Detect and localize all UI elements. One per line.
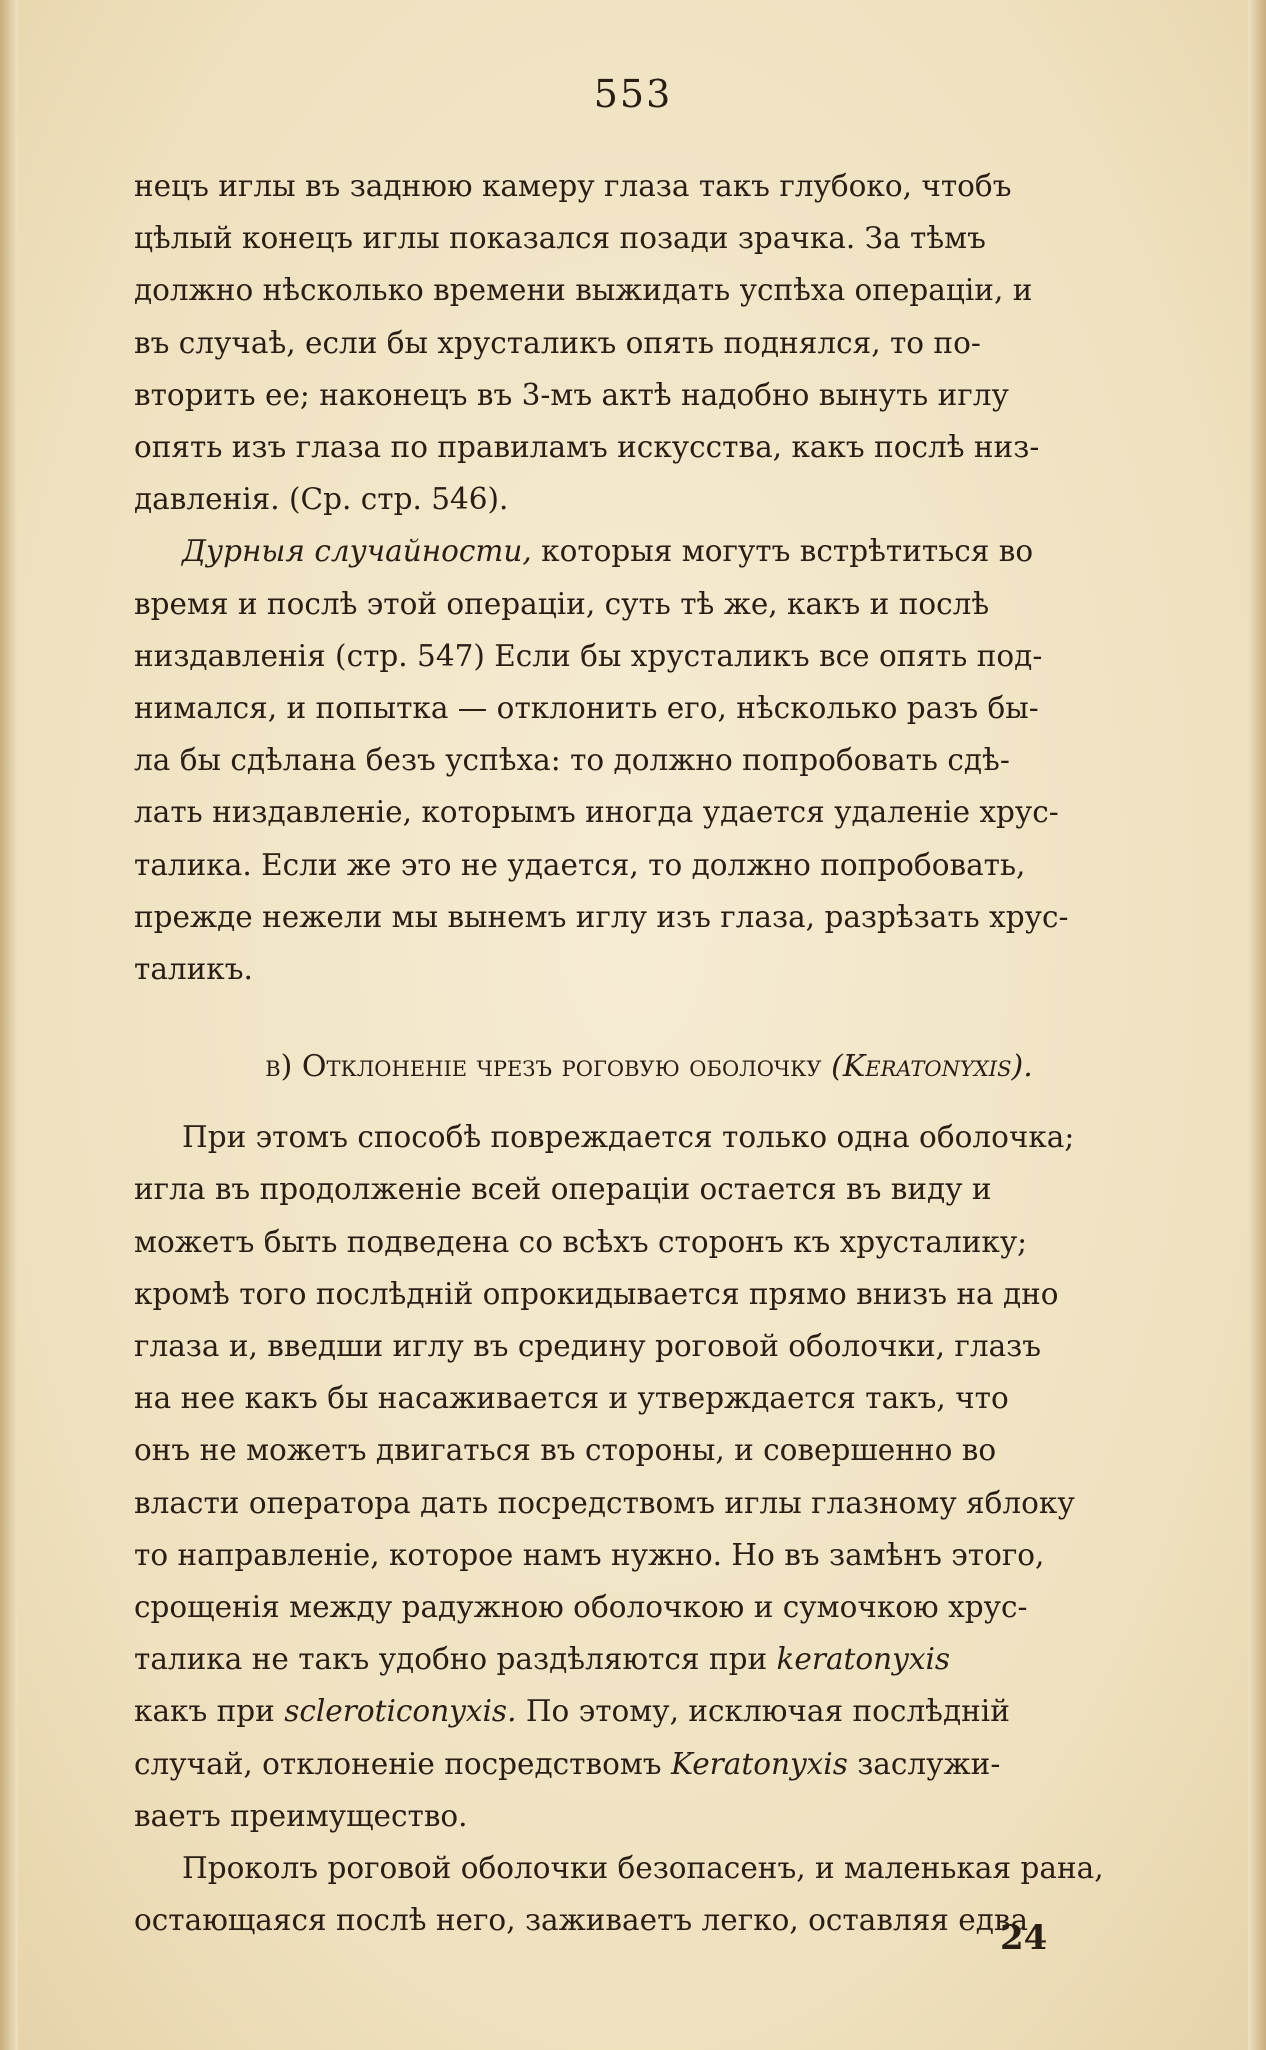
text-line: ла бы сдѣлана безъ успѣха: то должно попробовать сдѣ- [134,743,1010,778]
text-line: время и послѣ этой операціи, суть тѣ же, какъ и послѣ [134,586,990,621]
text-line: По этому, исключая послѣдній [516,1694,1010,1729]
text-line: заслужи- [847,1746,1001,1781]
section-heading-text: b) Отклоненіе чрезъ роговую оболочку [265,1049,822,1085]
text-line: талика не такъ удобно раздѣляются при [134,1642,777,1677]
paragraph-3 [134,1111,1164,1842]
text-line: кромѣ того послѣдній опрокидывается прямо внизъ на дно [134,1276,1059,1311]
text-line: въ случаѣ, если бы хрусталикъ опять поднялся, то по- [134,325,981,360]
text-line: талика. Если же это не удается, то должно попробовать, [134,847,1026,882]
text-line: онъ не можетъ двигаться въ стороны, и совершенно во [134,1433,997,1468]
text-line: таликъ. [134,952,253,987]
text-line: власти оператора дать посредствомъ иглы глазному яблоку [134,1485,1075,1520]
text-line: давленія. (Ср. стр. 546). [134,482,509,517]
text-line: можетъ быть подведена со всѣхъ сторонъ къ хрусталику; [134,1224,1028,1259]
text-line: то направленіе, которое намъ нужно. Но въ замѣнъ этого, [134,1537,1045,1572]
text-line: случай, отклоненіе посредствомъ [134,1746,671,1781]
text-line: Проколъ роговой оболочки безопасенъ, и маленькая рана, [182,1851,1104,1886]
page-edge-right [1248,0,1266,2050]
paragraph-2 [134,525,1164,995]
text-line: глаза и, введши иглу въ средину роговой оболочки, глазъ [134,1329,1042,1364]
text-line: цѣлый конецъ иглы показался позади зрачка. За тѣмъ [134,221,986,256]
text-line: должно нѣсколько времени выжидать успѣха операціи, и [134,273,1033,308]
italic-term: scleroticonyxis. [284,1694,517,1729]
text-line: нецъ иглы въ заднюю камеру глаза такъ глубоко, чтобъ [134,169,1012,203]
text-line: При этомъ способѣ повреждается только одна оболочка; [182,1120,1075,1155]
text-line: какъ при [134,1694,285,1729]
text-line: лать низдавленіе, которымъ иногда удается удаленіе хрус- [134,795,1059,830]
body-text [134,160,1164,1947]
section-heading [134,1041,1164,1093]
text-line: срощенія между радужною оболочкою и сумочкою хрус- [134,1590,1028,1625]
page-edge-left [0,0,18,2050]
text-line: нимался, и попытка — отклонить его, нѣсколько разъ бы- [134,691,1039,726]
section-heading-latin: (Keratonyxis). [831,1049,1033,1085]
paragraph-1 [134,160,1164,525]
text-line: которыя могутъ встрѣтиться во [531,534,1034,569]
text-line: остающаяся послѣ него, заживаетъ легко, оставляя едва [134,1903,1029,1938]
text-line: ваетъ преимущество. [134,1798,468,1833]
text-line: прежде нежели мы вынемъ иглу изъ глаза, разрѣзать хрус- [134,899,1069,934]
signature-mark: 24 [1000,1918,1048,1958]
text-line: игла въ продолженіе всей операціи остается въ виду и [134,1172,992,1207]
text-line: на нее какъ бы насаживается и утверждается такъ, что [134,1381,1009,1416]
page-number: 553 [593,72,673,116]
text-line: низдавленія (стр. 547) Если бы хрусталикъ все опять под- [134,638,1043,673]
italic-lead: Дурныя случайности, [182,534,532,569]
text-line: вторить ее; наконецъ въ 3-мъ актѣ надобно вынуть иглу [134,377,1009,412]
italic-term: keratonyxis [776,1642,951,1677]
text-line: опять изъ глаза по правиламъ искусства, какъ послѣ низ- [134,430,1040,465]
italic-term: Keratonyxis [670,1746,848,1781]
